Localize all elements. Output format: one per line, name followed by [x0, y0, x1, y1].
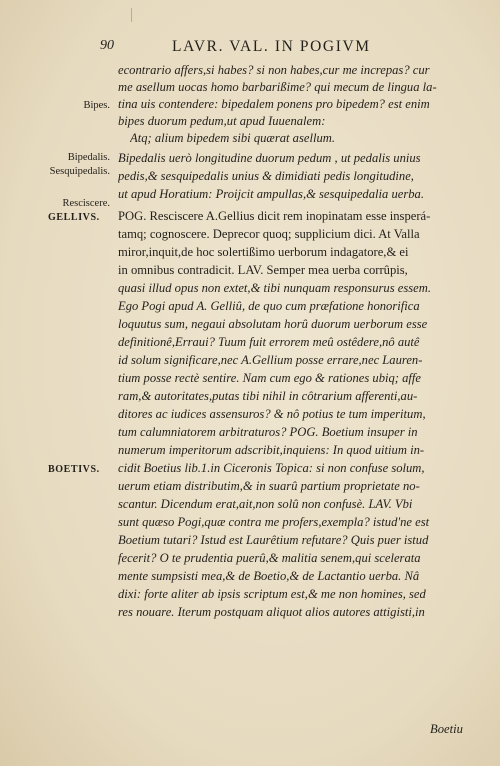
margin-note-sesquipedalis: Sesquipedalis.	[49, 166, 110, 177]
text-line: tium posse rectè sentire. Nam cum ego & rationes ubiq; affe	[118, 371, 422, 385]
text-line: pedis,& sesquipedalis unius & dimidiati pedis longitudine,	[118, 169, 414, 183]
margin-note-gellius: GELLIVS.	[48, 212, 100, 223]
margin-note-bipedalis: Bipedalis.	[67, 152, 110, 163]
text-line: dixi: forte aliter ab ipsis scriptum est,& me non homines, sed	[118, 587, 426, 601]
text-line: me asellum uocas homo barbarißime? qui mecum de lingua la-	[118, 80, 437, 94]
text-line: quasi illud opus non extet,& tibi nunquam responsurus essem.	[118, 281, 431, 295]
catchword: Boetiu	[430, 722, 463, 736]
folio-number: 90	[100, 38, 114, 53]
text-line: Bipedalis uerò longitudine duorum pedum , ut pedalis unius	[118, 151, 421, 165]
text-line: ut apud Horatium: Proijcit ampullas,& sesquipedalia uerba.	[118, 187, 424, 201]
text-line: mente sumpsisti mea,& de Boetio,& de Lactantio uerba. Nâ	[118, 569, 420, 583]
text-line: fecerit? O te prudentia puerû,& malitia senem,qui scelerata	[118, 551, 421, 565]
text-line: sunt quæso Pogi,quæ contra me profers,exempla? istud'ne est	[118, 515, 430, 529]
text-line: tum calumniatorem arbitraturos? POG. Boetium insuper in	[118, 425, 418, 439]
margin-note-boetius: BOETIVS.	[48, 464, 100, 475]
text-line: scantur. Dicendum erat,ait,non solû non confusè. LAV. Vbi	[118, 497, 413, 511]
text-line: Ego Pogi apud A. Gelliû, de quo cum præfatione honorifica	[118, 299, 420, 313]
paper-speck	[131, 8, 132, 22]
text-line: uerum etiam distributim,& in suarû partium proprietate no-	[118, 479, 420, 493]
page-header	[0, 38, 500, 56]
text-line: numerum imperitorum adscribit,inquiens: In quod uitium in-	[118, 443, 425, 457]
text-line: id solum significare,nec A.Gellium posse errare,nec Lauren-	[118, 353, 423, 367]
text-line: Atq; alium bipedem sibi quærat asellum.	[130, 131, 335, 145]
text-line: loquutus sum, negaui absolutam horû duorum uerborum esse	[118, 317, 428, 331]
text-line: econtrario affers,si habes? si non habes,cur me increpas? cur	[118, 63, 430, 77]
margin-note-resciscere: Resciscere.	[62, 198, 110, 209]
text-line: POG. Resciscere A.Gellius dicit rem inopinatam esse insperá-	[118, 209, 431, 223]
text-line: ram,& autoritates,putas tibi nihil in côtrarium afferenti,au-	[118, 389, 418, 403]
text-line: ditores ac iudices assensuros? & nô potius te tum imperitum,	[118, 407, 426, 421]
text-line: Boetium tutari? Istud est Laurêtium refutare? Quis puer istud	[118, 533, 429, 547]
running-head: LAVR. VAL. IN POGIVM	[172, 38, 371, 55]
margin-note-bipes: Bipes.	[83, 100, 110, 111]
text-line: in omnibus contradicit. LAV. Semper mea uerba corrûpis,	[118, 263, 408, 277]
text-line: res nouare. Iterum postquam aliquot alios autores attigisti,in	[118, 605, 425, 619]
text-line: miror,inquit,de hoc solertißimo uerborum indagatore,& ei	[118, 245, 409, 259]
text-line: tamq; cognoscere. Deprecor quoq; supplicium dici. At Valla	[118, 227, 420, 241]
text-line: tina uis contendere: bipedalem ponens pro bipedem? est enim	[118, 97, 430, 111]
text-line: bipes duorum pedum,ut apud Iuuenalem:	[118, 114, 326, 128]
text-line: definitionê,Erraui? Tuum fuit errorem meû ostêdere,nô autê	[118, 335, 420, 349]
text-line: cidit Boetius lib.1.in Ciceronis Topica: si non confuse solum,	[118, 461, 425, 475]
